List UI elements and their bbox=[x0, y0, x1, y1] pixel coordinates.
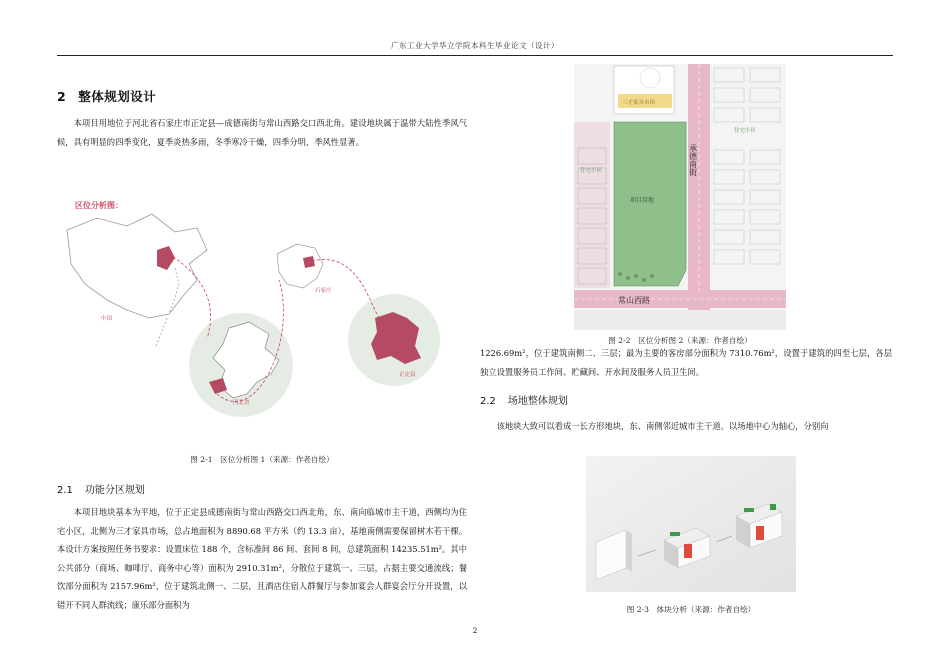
zhengding-label: 正定县 bbox=[399, 372, 416, 378]
subsection-2-2-heading bbox=[480, 392, 568, 407]
china-map bbox=[67, 214, 207, 318]
street-label: 承德南街 bbox=[688, 144, 698, 176]
subsection-2-1-body: 本项目地块基本为平地，位于正定县成德南街与常山西路交口西北角，东、南向临城市主干道，西侧均为住宅小区，北侧为三才家具市场，总占地面积为 8890.68 平方米（约 13.3 亩），基地南侧需要保留树木若干棵。本设计方案按照任务书要求：设置床位 188 个，含标准间 86 间、套间 8 间，总建筑面积 14235.51m²。其中公共部分（商场、咖啡厅、商务中心等）面积为 2910.31m²，分散位于建筑一、三层，占据主要交通流线；餐饮部分面积为 2157.96m²，位于建筑北侧一、二层，且酒店住宿人群餐厅与参加宴会人群宴会厅分开设置，以错开不同人群流线；康乐部分面积为 bbox=[57, 507, 467, 610]
section-intro: 本项目用地位于河北省石家庄市正定县—成德南街与常山西路交口西北角。建设地块属于温带大陆性季风气候，具有明显的四季变化，夏季炎热多雨，冬季寒冷干燥，四季分明，季风性显著。 bbox=[57, 118, 467, 147]
shijiazhuang-label: 石家庄 bbox=[315, 288, 332, 294]
south-blocks bbox=[574, 310, 786, 330]
site-map-figure bbox=[574, 64, 786, 330]
location-map-figure bbox=[57, 188, 467, 426]
section-number: 2 bbox=[57, 89, 67, 104]
section-heading bbox=[57, 87, 156, 105]
west-residential-label: 住宅小区 bbox=[580, 168, 603, 174]
subsection-2-1-heading bbox=[57, 481, 145, 496]
hebei-label: 河北省 bbox=[233, 400, 250, 406]
header-rule bbox=[57, 55, 893, 56]
east-residential-label: 住宅小区 bbox=[734, 128, 757, 134]
subsection-2-1-number: 2.1 bbox=[57, 485, 73, 496]
shijiazhuang-map bbox=[277, 244, 323, 288]
subsection-2-1-title: 功能分区规划 bbox=[84, 485, 145, 496]
subsection-2-2-title: 场地整体规划 bbox=[507, 396, 568, 407]
project-site bbox=[614, 122, 686, 286]
subsection-2-2-number: 2.2 bbox=[480, 396, 496, 407]
subsection-2-2-body: 该地块大致可以看成一长方形地块，东、南侧邻近城市主干道。以场地中心为轴心，分别向 bbox=[496, 421, 829, 431]
fig2-caption: 图 2-2 区位分析图 2（来源：作者自绘） bbox=[608, 336, 752, 345]
road-label: 常山西路 bbox=[618, 296, 650, 305]
china-label: 中国 bbox=[101, 316, 113, 322]
market-label: 三才家具市场 bbox=[622, 100, 656, 106]
page-number: 2 bbox=[472, 626, 478, 635]
fig3-caption: 图 2-3 体块分析（来源：作者自绘） bbox=[626, 605, 756, 614]
fig1-caption: 图 2-1 区位分析图 1（来源：作者自绘） bbox=[190, 455, 334, 464]
fig1-heading: 区位分析图： bbox=[75, 201, 123, 210]
west-residential-band bbox=[574, 122, 610, 288]
section-title: 整体规划设计 bbox=[78, 89, 157, 104]
continuation-text: 1226.69m²，位于建筑南侧二、三层；最为主要的客房部分面积为 7310.76m²，设置于建筑的四至七层，各层独立设置服务员工作间、贮藏间、开水间及服务人员卫生间。 bbox=[480, 348, 892, 377]
zhengding-in-shijiazhuang bbox=[303, 256, 315, 268]
massing-analysis-figure bbox=[586, 456, 796, 592]
project-site-label: 项目用地 bbox=[630, 197, 655, 204]
running-header: 广东工业大学华立学院本科生毕业论文（设计） bbox=[391, 41, 559, 50]
